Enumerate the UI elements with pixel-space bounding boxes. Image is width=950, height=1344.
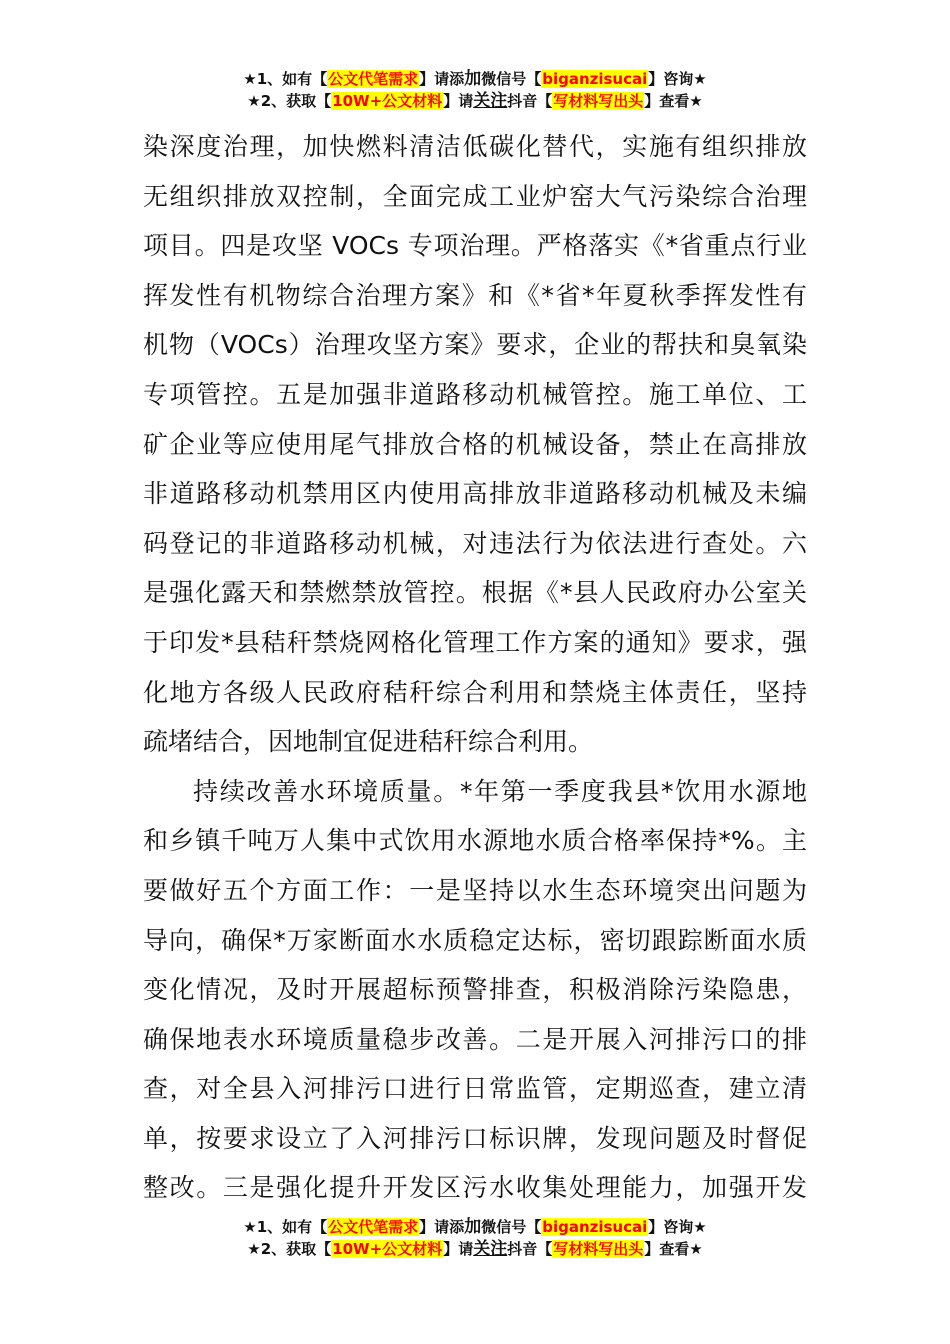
banner-text: 】查看★ bbox=[644, 1240, 703, 1258]
banner-text: ★2、获取【 bbox=[247, 92, 332, 110]
banner-text: 抖音【 bbox=[507, 1240, 553, 1258]
document-body bbox=[143, 122, 807, 1213]
body-line: 确保地表水环境质量稳步改善。二是开展入河排污口的排 bbox=[143, 1024, 807, 1054]
banner-line-1 bbox=[0, 68, 950, 90]
banner-text: 】请添 bbox=[419, 1218, 465, 1236]
banner-highlight: 公文代笔需求 bbox=[328, 70, 419, 88]
body-line: 无组织排放双控制，全面完成工业炉窑大气污染综合治理 bbox=[143, 181, 807, 211]
footer-banner bbox=[0, 1216, 950, 1260]
body-line: 单，按要求设立了入河排污口标识牌，发现问题及时督促 bbox=[143, 1123, 807, 1153]
body-line: 专项管控。五是加强非道路移动机械管控。施工单位、工 bbox=[143, 379, 807, 409]
banner-text: 微信号【 bbox=[481, 1218, 542, 1236]
body-line: 要做好五个方面工作：一是坚持以水生态环境突出问题为 bbox=[143, 875, 807, 905]
banner-text: ★1、如有【 bbox=[243, 1218, 328, 1236]
banner-highlight: biganzisucai bbox=[542, 1218, 648, 1236]
body-line: 变化情况，及时开展超标预警排查，积极消除污染隐患， bbox=[143, 975, 807, 1005]
body-line: 染深度治理，加快燃料清洁低碳化替代，实施有组织排放 bbox=[143, 132, 807, 161]
banner-text: 】咨询★ bbox=[648, 70, 707, 88]
body-line: 是强化露天和禁燃禁放管控。根据《*县人民政府办公室关 bbox=[143, 578, 807, 608]
banner-text: 】咨询★ bbox=[648, 1218, 707, 1236]
body-line: 非道路移动机禁用区内使用高排放非道路移动机械及未编 bbox=[143, 479, 807, 509]
body-line: 和乡镇千吨万人集中式饮用水源地水质合格率保持*%。主 bbox=[143, 826, 807, 856]
body-line: 挥发性有机物综合治理方案》和《*省*年夏秋季挥发性有 bbox=[143, 280, 807, 310]
body-line: 疏堵结合，因地制宜促进秸秆综合利用。 bbox=[143, 727, 594, 757]
banner-text: ★1、如有【 bbox=[243, 70, 328, 88]
banner-text: 】查看★ bbox=[644, 92, 703, 110]
banner-text: 】请 bbox=[443, 1240, 474, 1258]
banner-text: 关注 bbox=[473, 91, 508, 111]
body-line: 整改。三是强化提升开发区污水收集处理能力，加强开发 bbox=[143, 1173, 807, 1203]
body-line: 持续改善水环境质量。*年第一季度我县*饮用水源地 bbox=[193, 776, 807, 806]
banner-text: 】请 bbox=[443, 92, 474, 110]
banner-text: 微信号【 bbox=[481, 70, 542, 88]
banner-highlight: 写材料写出头 bbox=[553, 92, 644, 110]
body-line: 矿企业等应使用尾气排放合格的机械设备，禁止在高排放 bbox=[143, 429, 807, 459]
banner-highlight: 写材料写出头 bbox=[553, 1240, 644, 1258]
banner-highlight: 10W+公文材料 bbox=[332, 92, 443, 110]
header-banner bbox=[0, 68, 950, 112]
body-line: 项目。四是攻坚 VOCs 专项治理。严格落实《*省重点行业 bbox=[143, 231, 807, 261]
banner-line-2 bbox=[0, 90, 950, 112]
body-line: 机物（VOCs）治理攻坚方案》要求，企业的帮扶和臭氧染 bbox=[143, 330, 807, 360]
banner-text: 加 bbox=[464, 69, 482, 89]
banner-line-2 bbox=[0, 1238, 950, 1260]
body-line: 导向，确保*万家断面水水质稳定达标，密切跟踪断面水质 bbox=[143, 925, 807, 955]
banner-highlight: 10W+公文材料 bbox=[332, 1240, 443, 1258]
banner-text: 】请添 bbox=[419, 70, 465, 88]
banner-line-1 bbox=[0, 1216, 950, 1238]
banner-text: 关注 bbox=[473, 1239, 508, 1259]
banner-text: 加 bbox=[464, 1217, 482, 1237]
banner-text: ★2、获取【 bbox=[247, 1240, 332, 1258]
body-line: 查，对全县入河排污口进行日常监管，定期巡查，建立清 bbox=[143, 1074, 807, 1104]
banner-highlight: biganzisucai bbox=[542, 70, 648, 88]
body-line: 化地方各级人民政府秸秆综合利用和禁烧主体责任，坚持 bbox=[143, 677, 807, 707]
body-line: 于印发*县秸秆禁烧网格化管理工作方案的通知》要求，强 bbox=[143, 627, 807, 657]
banner-highlight: 公文代笔需求 bbox=[328, 1218, 419, 1236]
body-line: 码登记的非道路移动机械，对违法行为依法进行查处。六 bbox=[143, 528, 807, 558]
banner-text: 抖音【 bbox=[507, 92, 553, 110]
